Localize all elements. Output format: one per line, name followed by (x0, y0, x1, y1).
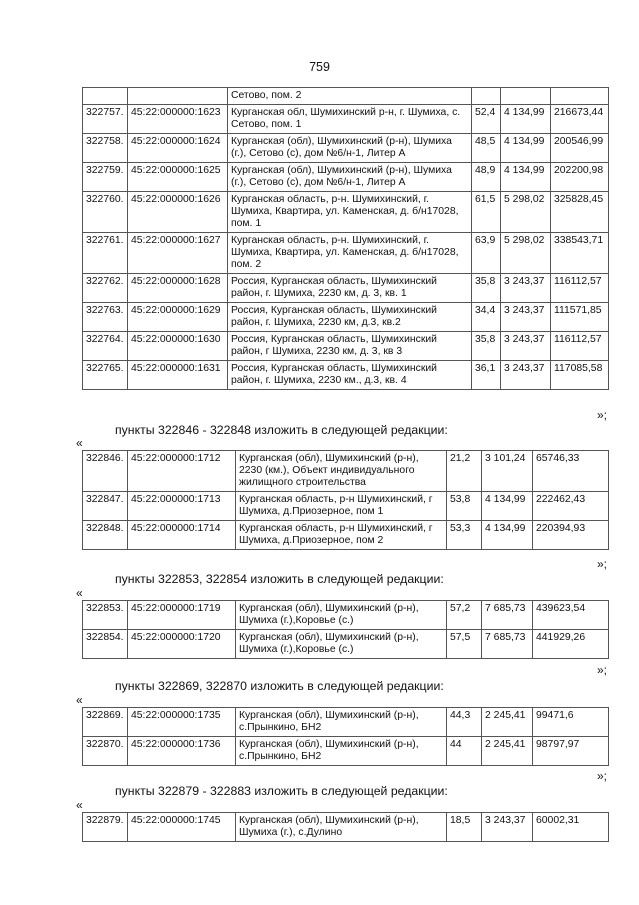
address-cell: Курганская область, р-н Шумихинский, г Шумиха, д.Приозерное, пом 2 (236, 521, 447, 550)
table-row (83, 233, 609, 274)
row-number-cell: 322759. (83, 163, 128, 192)
section-instruction: пункты 322853, 322854 изложить в следующей редакции: (115, 572, 444, 586)
closing-quote: »; (597, 557, 608, 571)
area-cell: 53,8 (447, 492, 482, 521)
opening-quote: « (76, 586, 83, 600)
address-cell: Россия, Курганская область, Шумихинский район, г. Шумиха, 2230 км, д.3, кв.2 (228, 303, 472, 332)
area-cell: 21,2 (447, 451, 482, 492)
cadastral-price-cell: 3 101,24 (482, 451, 533, 492)
row-number-cell: 322763. (83, 303, 128, 332)
property-table-section5 (82, 812, 609, 842)
opening-quote: « (76, 798, 83, 812)
row-number-cell: 322760. (83, 192, 128, 233)
table-row (83, 630, 609, 659)
cadastral-number-cell: 45:22:000000:1712 (128, 451, 236, 492)
cadastral-value-cell: 65746,33 (533, 451, 609, 492)
address-cell: Курганская (обл), Шумихинский (р-н), Шумиха (г.), Сетово (с), дом №6/н-1, Литер А (228, 134, 472, 163)
cadastral-number-cell: 45:22:000000:1630 (128, 332, 228, 361)
area-cell: 18,5 (447, 813, 482, 842)
cadastral-price-cell: 3 243,37 (501, 274, 551, 303)
cadastral-price-cell: 4 134,99 (482, 492, 533, 521)
area-cell: 35,8 (472, 332, 501, 361)
row-number-cell: 322847. (83, 492, 128, 521)
row-number-cell: 322853. (83, 601, 128, 630)
address-cell: Курганская (обл), Шумихинский (р-н), с.Прынкино, БН2 (236, 737, 447, 766)
table-row (83, 708, 609, 737)
cadastral-number-cell: 45:22:000000:1719 (128, 601, 236, 630)
address-cell: Курганская (обл), Шумихинский (р-н), Шумиха (г.), с.Дулино (236, 813, 447, 842)
cadastral-value-cell: 60002,31 (533, 813, 609, 842)
row-number-cell: 322869. (83, 708, 128, 737)
property-table-section4 (82, 707, 609, 766)
cadastral-value-cell: 116112,57 (551, 274, 609, 303)
cadastral-number-cell: 45:22:000000:1714 (128, 521, 236, 550)
area-cell: 57,2 (447, 601, 482, 630)
cadastral-number-cell: 45:22:000000:1626 (128, 192, 228, 233)
cadastral-price-cell: 4 134,99 (501, 134, 551, 163)
closing-quote: »; (597, 408, 608, 422)
cadastral-value-cell: 99471,6 (533, 708, 609, 737)
table-row (83, 303, 609, 332)
property-table-continued (82, 87, 609, 390)
table-row (83, 332, 609, 361)
table-row (83, 737, 609, 766)
cadastral-price-cell: 2 245,41 (482, 737, 533, 766)
table-row (83, 521, 609, 550)
cadastral-price-cell: 4 134,99 (482, 521, 533, 550)
cadastral-price-cell: 5 298,02 (501, 192, 551, 233)
address-cell: Курганская (обл), Шумихинский (р-н), с.Прынкино, БН2 (236, 708, 447, 737)
table-row (83, 813, 609, 842)
table-row (83, 361, 609, 390)
row-number-cell: 322879. (83, 813, 128, 842)
address-cell: Курганская область, р-н. Шумихинский, г. Шумиха, Квартира, ул. Каменская, д. б/н17028, пом. 2 (228, 233, 472, 274)
address-cell: Курганская (обл), Шумихинский (р-н), Шумиха (г.),Коровье (с.) (236, 630, 447, 659)
table-row (83, 492, 609, 521)
address-cell: Курганская обл, Шумихинский р-н, г. Шумиха, с. Сетово, пом. 1 (228, 105, 472, 134)
cadastral-number-cell: 45:22:000000:1629 (128, 303, 228, 332)
address-cell: Сетово, пом. 2 (228, 88, 472, 105)
area-cell: 53,3 (447, 521, 482, 550)
closing-quote: »; (597, 769, 608, 783)
row-number-cell: 322854. (83, 630, 128, 659)
table-row (83, 134, 609, 163)
address-cell: Курганская область, р-н. Шумихинский, г. Шумиха, Квартира, ул. Каменская, д. б/н17028, пом. 1 (228, 192, 472, 233)
cadastral-value-cell: 117085,58 (551, 361, 609, 390)
area-cell: 48,5 (472, 134, 501, 163)
table-row (83, 105, 609, 134)
cadastral-value-cell (551, 88, 609, 105)
area-cell: 36,1 (472, 361, 501, 390)
area-cell: 44,3 (447, 708, 482, 737)
cadastral-price-cell: 7 685,73 (482, 630, 533, 659)
row-number-cell: 322761. (83, 233, 128, 274)
table-row (83, 163, 609, 192)
cadastral-price-cell: 3 243,37 (482, 813, 533, 842)
closing-quote: »; (597, 663, 608, 677)
address-cell: Россия, Курганская область, Шумихинский район, г Шумиха, 2230 км, д. 3, кв 3 (228, 332, 472, 361)
cadastral-value-cell: 222462,43 (533, 492, 609, 521)
cadastral-price-cell: 3 243,37 (501, 361, 551, 390)
cadastral-number-cell: 45:22:000000:1735 (128, 708, 236, 737)
area-cell: 35,8 (472, 274, 501, 303)
row-number-cell (83, 88, 128, 105)
area-cell: 52,4 (472, 105, 501, 134)
address-cell: Курганская (обл), Шумихинский (р-н), Шумиха (г.), Сетово (с), дом №6/н-1, Литер А (228, 163, 472, 192)
cadastral-price-cell: 3 243,37 (501, 303, 551, 332)
property-table-section2 (82, 450, 609, 550)
cadastral-value-cell: 220394,93 (533, 521, 609, 550)
cadastral-price-cell: 4 134,99 (501, 163, 551, 192)
address-cell: Курганская (обл), Шумихинский (р-н), 2230 (км.), Объект индивидуального жилищного строительства (236, 451, 447, 492)
cadastral-number-cell: 45:22:000000:1745 (128, 813, 236, 842)
opening-quote: « (76, 693, 83, 707)
cadastral-price-cell (501, 88, 551, 105)
row-number-cell: 322758. (83, 134, 128, 163)
cadastral-number-cell: 45:22:000000:1624 (128, 134, 228, 163)
cadastral-value-cell: 441929,26 (533, 630, 609, 659)
section-instruction: пункты 322869, 322870 изложить в следующей редакции: (115, 679, 444, 693)
area-cell: 34,4 (472, 303, 501, 332)
cadastral-number-cell (128, 88, 228, 105)
cadastral-number-cell: 45:22:000000:1720 (128, 630, 236, 659)
cadastral-value-cell: 439623,54 (533, 601, 609, 630)
address-cell: Курганская область, р-н Шумихинский, г Шумиха, д.Приозерное, пом 1 (236, 492, 447, 521)
row-number-cell: 322764. (83, 332, 128, 361)
table-row (83, 451, 609, 492)
row-number-cell: 322765. (83, 361, 128, 390)
cadastral-price-cell: 2 245,41 (482, 708, 533, 737)
table-row (83, 274, 609, 303)
cadastral-price-cell: 4 134,99 (501, 105, 551, 134)
cadastral-value-cell: 202200,98 (551, 163, 609, 192)
property-table-section3 (82, 600, 609, 659)
cadastral-value-cell: 338543,71 (551, 233, 609, 274)
cadastral-number-cell: 45:22:000000:1736 (128, 737, 236, 766)
row-number-cell: 322848. (83, 521, 128, 550)
area-cell: 63,9 (472, 233, 501, 274)
section-instruction: пункты 322846 - 322848 изложить в следующей редакции: (115, 423, 448, 437)
cadastral-value-cell: 98797,97 (533, 737, 609, 766)
cadastral-value-cell: 200546,99 (551, 134, 609, 163)
cadastral-value-cell: 111571,85 (551, 303, 609, 332)
cadastral-value-cell: 325828,45 (551, 192, 609, 233)
section-instruction: пункты 322879 - 322883 изложить в следующей редакции: (115, 784, 448, 798)
area-cell: 44 (447, 737, 482, 766)
cadastral-price-cell: 5 298,02 (501, 233, 551, 274)
cadastral-value-cell: 116112,57 (551, 332, 609, 361)
address-cell: Россия, Курганская область, Шумихинский район, г. Шумиха, 2230 км, д. 3, кв. 1 (228, 274, 472, 303)
cadastral-number-cell: 45:22:000000:1627 (128, 233, 228, 274)
cadastral-number-cell: 45:22:000000:1631 (128, 361, 228, 390)
cadastral-number-cell: 45:22:000000:1625 (128, 163, 228, 192)
area-cell: 61,5 (472, 192, 501, 233)
area-cell (472, 88, 501, 105)
row-number-cell: 322757. (83, 105, 128, 134)
cadastral-number-cell: 45:22:000000:1623 (128, 105, 228, 134)
cadastral-price-cell: 3 243,37 (501, 332, 551, 361)
cadastral-number-cell: 45:22:000000:1713 (128, 492, 236, 521)
row-number-cell: 322846. (83, 451, 128, 492)
cadastral-number-cell: 45:22:000000:1628 (128, 274, 228, 303)
cadastral-price-cell: 7 685,73 (482, 601, 533, 630)
address-cell: Россия, Курганская область, Шумихинский район, г. Шумиха, 2230 км., д.3, кв. 4 (228, 361, 472, 390)
table-row (83, 601, 609, 630)
row-number-cell: 322870. (83, 737, 128, 766)
table-row (83, 192, 609, 233)
opening-quote: « (76, 436, 83, 450)
page-number: 759 (309, 60, 330, 74)
row-number-cell: 322762. (83, 274, 128, 303)
cadastral-value-cell: 216673,44 (551, 105, 609, 134)
address-cell: Курганская (обл), Шумихинский (р-н), Шумиха (г.),Коровье (с.) (236, 601, 447, 630)
area-cell: 48,9 (472, 163, 501, 192)
table-row (83, 88, 609, 105)
area-cell: 57,5 (447, 630, 482, 659)
